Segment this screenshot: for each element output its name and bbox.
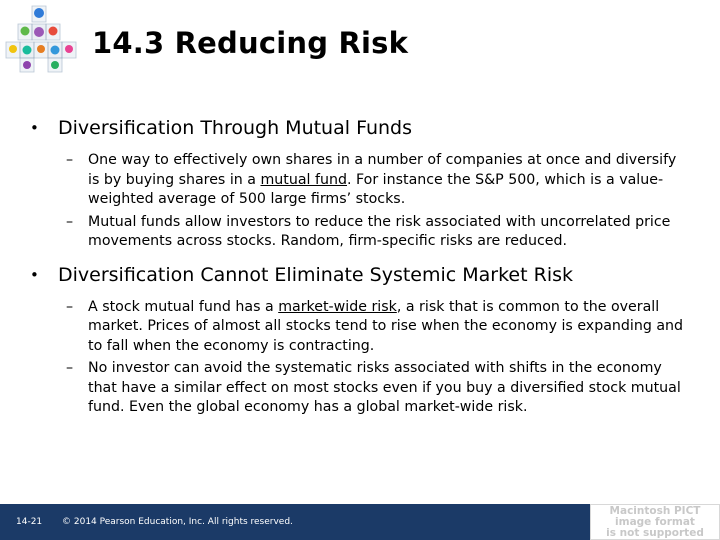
sub-bullet-text: , a risk that is common to the overall market. Prices of almost all stocks tend to rise when the economy is expanding and to fall when the economy is contracting.: [88, 298, 684, 354]
copyright-text: © 2014 Pearson Education, Inc. All rights reserved.: [62, 517, 293, 527]
dash-icon: –: [66, 152, 74, 168]
unsupported-image-placeholder: [590, 504, 720, 540]
page-number: 14-21: [16, 517, 43, 527]
bullet-text: Diversification Cannot Eliminate Systemic Market Risk: [58, 263, 573, 286]
slide-title: 14.3 Reducing Risk: [92, 26, 409, 60]
slide-footer: [0, 504, 590, 540]
mutual-fund-term-link[interactable]: mutual fund: [260, 171, 347, 188]
sub-bullet-text: Mutual funds allow investors to reduce the risk associated with uncorrelated price movements across stocks. Random, firm-specific risks are reduced.: [88, 213, 671, 249]
bullet-dot-icon: •: [30, 265, 39, 284]
bullet-diversification-cannot-eliminate-risk: [30, 264, 690, 286]
dash-icon: –: [66, 360, 74, 376]
dash-icon: –: [66, 213, 74, 230]
dash-icon: –: [66, 298, 74, 315]
slide-content: [30, 117, 690, 421]
sub-bullet: [30, 151, 690, 210]
placeholder-line: image format: [615, 516, 695, 528]
sub-bullet: [30, 298, 690, 357]
bullet-text: Diversification Through Mutual Funds: [58, 117, 412, 139]
bullet-diversification-through-mutual-funds: [30, 117, 690, 139]
mutual-fund-diversification-logo-icon: [2, 2, 84, 74]
placeholder-line: is not supported: [606, 527, 704, 539]
bullet-dot-icon: •: [30, 119, 39, 137]
sub-bullet-text: No investor can avoid the systematic risks associated with shifts in the economy that have a similar effect on most stocks even if you buy a diversified stock mutual fund. Even the global economy has a global market-wide risk.: [88, 360, 681, 415]
market-wide-risk-term-link[interactable]: market-wide risk: [278, 298, 397, 315]
sub-bullet-text: A stock mutual fund has a: [88, 298, 279, 315]
placeholder-line: Macintosh PICT: [609, 505, 701, 517]
sub-bullet: [30, 359, 690, 418]
sub-bullet-text: One way to effectively own shares in a number of companies at once and diversify is by buying shares in a: [88, 152, 677, 188]
sub-bullet-text: . For instance the S&P 500, which is a value-weighted average of 500 large firms’ stocks.: [88, 171, 664, 207]
sub-bullet: [30, 213, 690, 252]
